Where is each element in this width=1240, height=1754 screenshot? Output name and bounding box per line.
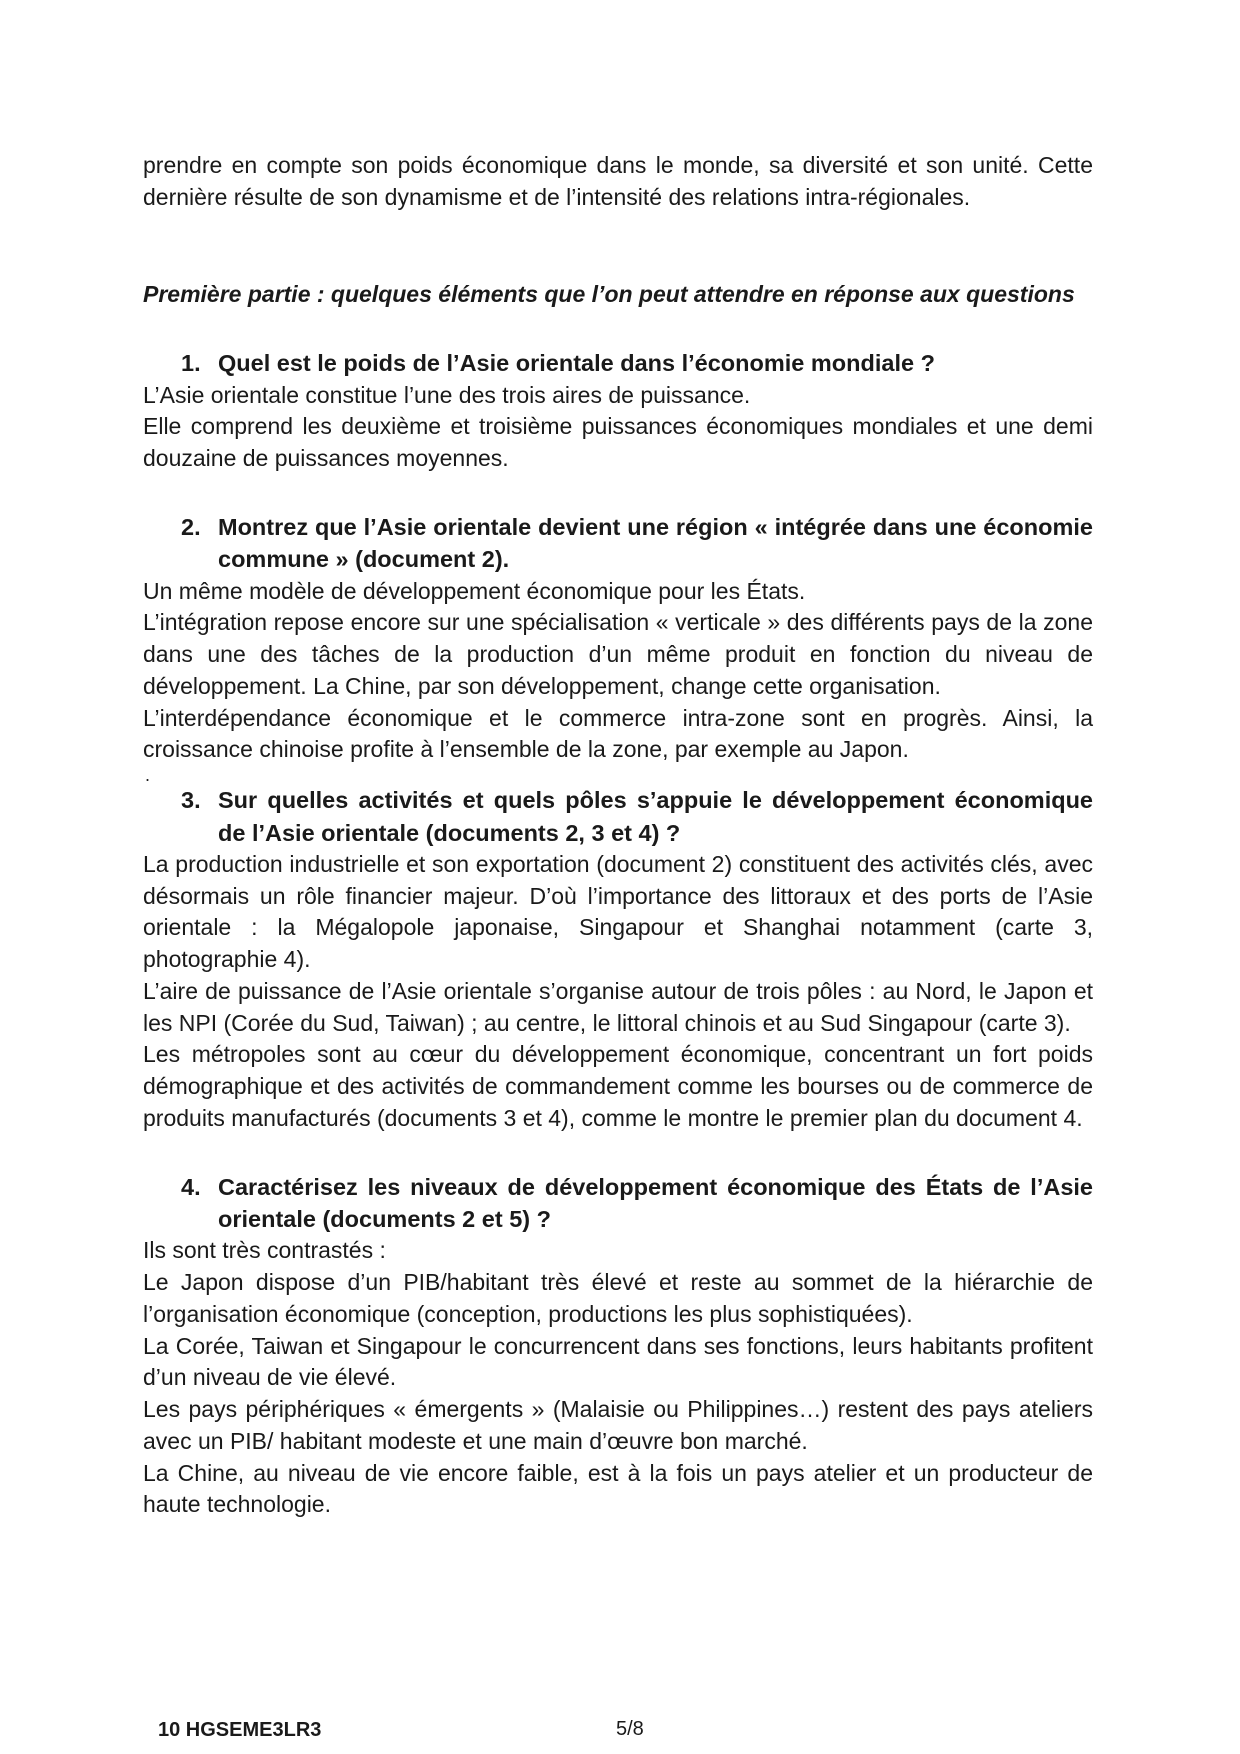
answer-paragraph: L’Asie orientale constitue l’une des trois aires de puissance. xyxy=(143,381,751,408)
answer-paragraph: L’interdépendance économique et le commerce intra-zone sont en progrès. Ainsi, la croissance chinoise profite à l’ensemble de la zone, par exemple au Japon. xyxy=(143,704,1093,763)
question-1 xyxy=(143,347,1093,475)
question-number: 2. xyxy=(181,513,201,540)
answer-paragraph: Les métropoles sont au cœur du développement économique, concentrant un fort poids démographique et des activités de commandement comme les bourses ou de commerce de produits manufacturés (documents 3 et 4), comme le montre le premier plan du document 4. xyxy=(143,1041,1093,1131)
answer-paragraph: La Chine, au niveau de vie encore faible, est à la fois un pays atelier et un producteur de haute technologie. xyxy=(143,1459,1093,1518)
question-title xyxy=(143,511,1093,576)
question-2 xyxy=(143,511,1093,766)
answer-paragraph: L’aire de puissance de l’Asie orientale s’organise autour de trois pôles : au Nord, le Japon et les NPI (Corée du Sud, Taiwan) ; au centre, le littoral chinois et au Sud Singapour (carte 3). xyxy=(143,977,1093,1036)
question-3 xyxy=(143,784,1093,1134)
page-content xyxy=(143,150,1093,1521)
answer-body xyxy=(143,849,1093,1135)
answer-paragraph: Le Japon dispose d’un PIB/habitant très élevé et reste au sommet de la hiérarchie de l’organisation économique (conception, productions les plus sophistiquées). xyxy=(143,1269,1093,1327)
answer-paragraph: L’intégration repose encore sur une spécialisation « verticale » des différents pays de la zone dans une des tâches de la production d’un même produit en fonction du niveau de développement. La Chine, par son développement, change cette organisation. xyxy=(143,609,1093,699)
part-heading: Première partie : quelques éléments que l’on peut attendre en réponse aux questions xyxy=(143,281,1075,308)
question-title xyxy=(143,347,1093,379)
question-title xyxy=(143,1171,1093,1236)
answer-paragraph: Ils sont très contrastés : xyxy=(143,1237,386,1264)
question-4 xyxy=(143,1171,1093,1521)
answer-paragraph: La production industrielle et son exportation (document 2) constituent des activités clés, avec désormais un rôle financier majeur. D’où l’importance des littoraux et des ports de l’Asie orientale : la Mégalopole japonaise, Singapour et Shanghai notamment (carte 3, photographie 4). xyxy=(143,850,1093,973)
question-text: Caractérisez les niveaux de développement économique des États de l’Asie orientale (documents 2 et 5) ? xyxy=(218,1173,1093,1232)
answer-body xyxy=(143,576,1093,766)
answer-paragraph: La Corée, Taiwan et Singapour le concurrencent dans ses fonctions, leurs habitants profitent d’un niveau de vie élevé. xyxy=(143,1332,1093,1391)
footer-document-code: 10 HGSEME3LR3 xyxy=(158,1719,322,1741)
answer-body xyxy=(143,380,1093,475)
answer-paragraph: Les pays périphériques « émergents » (Malaisie ou Philippines…) restent des pays ateliers avec un PIB/ habitant modeste et une main d’œuvre bon marché. xyxy=(143,1396,1093,1454)
question-text: Quel est le poids de l’Asie orientale dans l’économie mondiale ? xyxy=(218,350,935,377)
question-title xyxy=(143,784,1093,849)
footer-page-number: 5/8 xyxy=(616,1718,644,1740)
intro-paragraph: prendre en compte son poids économique dans le monde, sa diversité et son unité. Cette dernière résulte de son dynamisme et de l’intensité des relations intra-régionales. xyxy=(143,152,1093,210)
answer-paragraph: Un même modèle de développement économique pour les États. xyxy=(143,577,806,604)
question-number: 3. xyxy=(181,787,201,814)
stray-mark: . xyxy=(145,765,151,786)
answer-paragraph: Elle comprend les deuxième et troisième puissances économiques mondiales et une demi douzaine de puissances moyennes. xyxy=(143,413,1093,472)
question-number: 1. xyxy=(181,350,201,377)
question-number: 4. xyxy=(181,1173,201,1200)
question-text: Montrez que l’Asie orientale devient une région « intégrée dans une économie commune » (document 2). xyxy=(218,513,1093,573)
answer-body xyxy=(143,1235,1093,1521)
question-text: Sur quelles activités et quels pôles s’appuie le développement économique de l’Asie orientale (documents 2, 3 et 4) ? xyxy=(218,787,1093,846)
